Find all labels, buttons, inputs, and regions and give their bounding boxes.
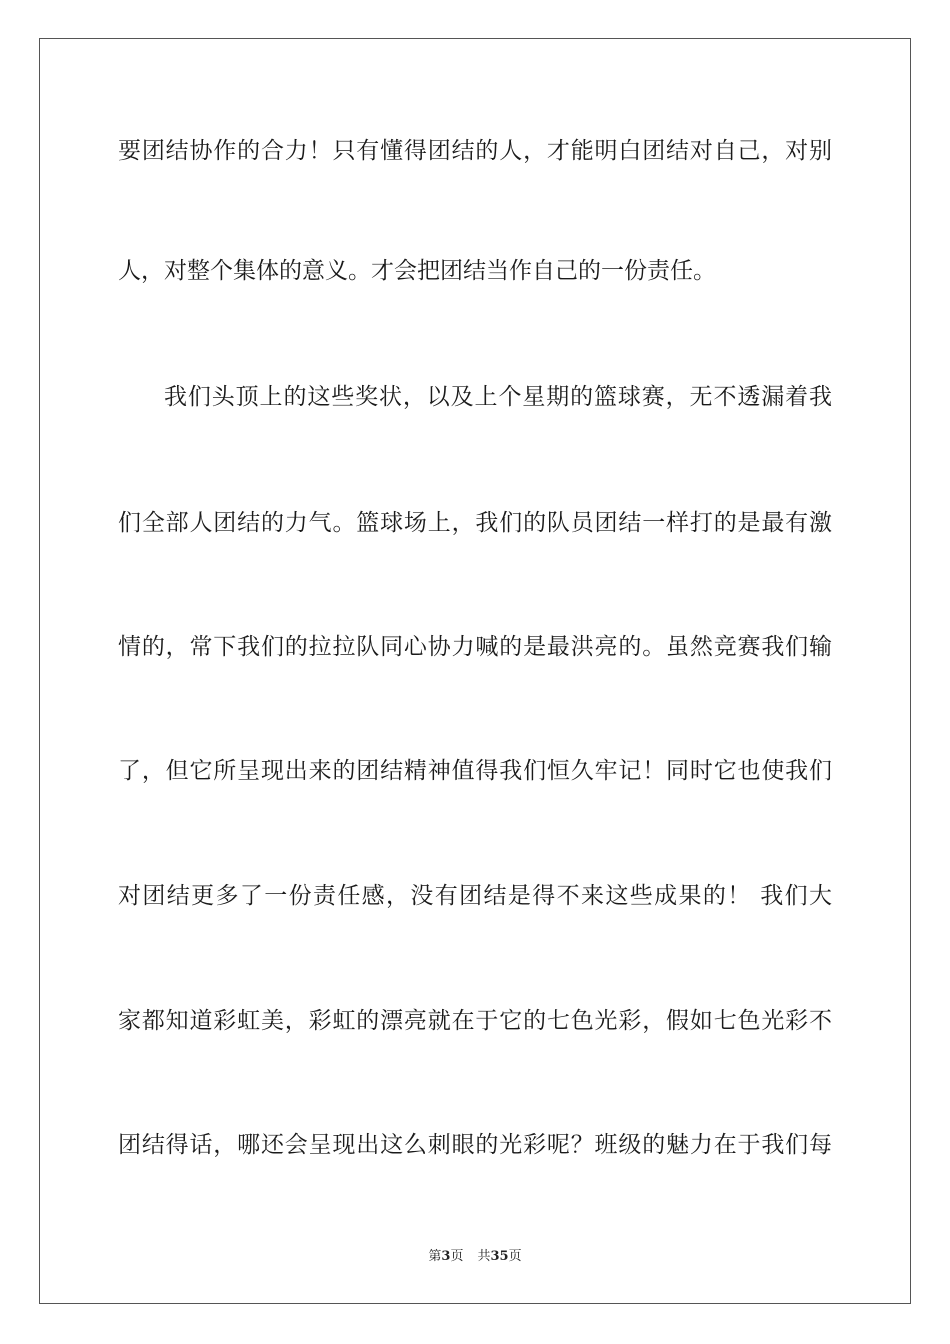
text-line-2: 人，对整个集体的意义。才会把团结当作自己的一份责任。 <box>118 258 716 284</box>
text-line-9: 团结得话，哪还会呈现出这么刺眼的光彩呢？班级的魅力在于我们每 <box>118 1132 832 1158</box>
page-number: 3 <box>441 1249 451 1264</box>
page-prefix: 第 <box>428 1249 442 1264</box>
text-line-1: 要团结协作的合力！只有懂得团结的人，才能明白团结对自己，对别 <box>118 138 832 164</box>
page-frame <box>39 38 911 1304</box>
page-footer <box>0 1248 950 1266</box>
text-line-3: 我们头顶上的这些奖状，以及上个星期的篮球赛，无不透漏着我 <box>164 384 832 410</box>
total-suffix: 页 <box>508 1249 522 1264</box>
text-line-7: 对团结更多了一份责任感，没有团结是得不来这些成果的！ 我们大 <box>118 883 832 909</box>
total-pages: 35 <box>490 1249 509 1264</box>
text-line-5: 情的，常下我们的拉拉队同心协力喊的是最洪亮的。虽然竞赛我们输 <box>118 634 832 660</box>
text-line-8: 家都知道彩虹美，彩虹的漂亮就在于它的七色光彩，假如七色光彩不 <box>118 1008 832 1034</box>
total-prefix: 共 <box>477 1249 491 1264</box>
text-line-4: 们全部人团结的力气。篮球场上，我们的队员团结一样打的是最有激 <box>118 510 832 536</box>
page-suffix: 页 <box>450 1249 464 1264</box>
text-line-6: 了，但它所呈现出来的团结精神值得我们恒久牢记！同时它也使我们 <box>118 758 832 784</box>
